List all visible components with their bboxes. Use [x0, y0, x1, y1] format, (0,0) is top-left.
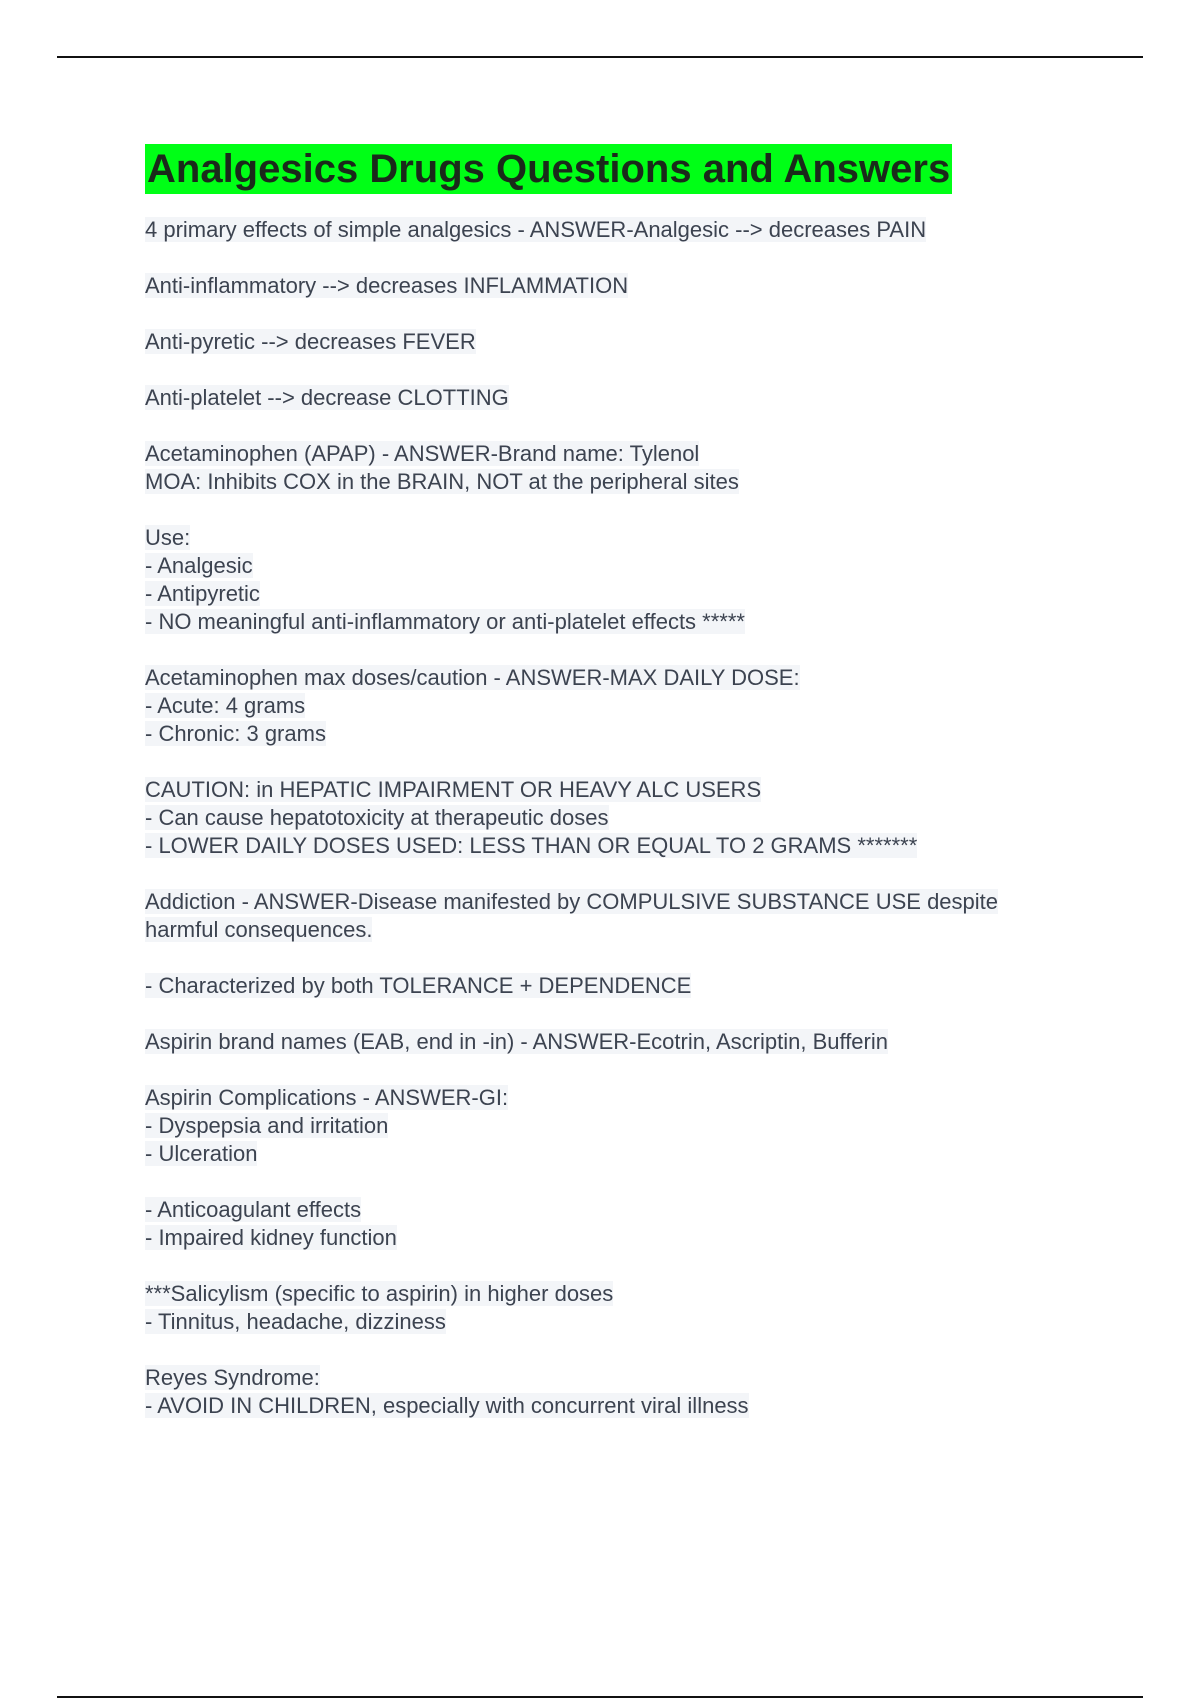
text-line	[145, 1112, 1105, 1140]
qa-paragraph	[145, 1028, 1105, 1056]
text-line-content: Anti-platelet --> decrease CLOTTING	[145, 385, 509, 410]
text-line	[145, 972, 1105, 1000]
text-line	[145, 804, 1105, 832]
text-line	[145, 440, 1105, 468]
text-line-content: MOA: Inhibits COX in the BRAIN, NOT at the peripheral sites	[145, 469, 739, 494]
text-line	[145, 1196, 1105, 1224]
text-line-content: Acetaminophen max doses/caution - ANSWER-MAX DAILY DOSE:	[145, 665, 800, 690]
document-body	[145, 144, 1105, 1448]
text-line-content: - AVOID IN CHILDREN, especially with concurrent viral illness	[145, 1393, 749, 1418]
text-line-content: - LOWER DAILY DOSES USED: LESS THAN OR EQUAL TO 2 GRAMS *******	[145, 833, 918, 858]
text-line	[145, 552, 1105, 580]
qa-paragraph	[145, 972, 1105, 1000]
text-line	[145, 1028, 1105, 1056]
text-line	[145, 216, 1105, 244]
text-line-content: - Acute: 4 grams	[145, 693, 306, 718]
text-line	[145, 580, 1105, 608]
qa-paragraph	[145, 440, 1105, 496]
text-line	[145, 468, 1105, 496]
text-line	[145, 1308, 1105, 1336]
text-line-content: - Chronic: 3 grams	[145, 721, 326, 746]
text-line-content: - Anticoagulant effects	[145, 1197, 362, 1222]
text-line-content: Anti-inflammatory --> decreases INFLAMMATION	[145, 273, 629, 298]
text-line-content: Anti-pyretic --> decreases FEVER	[145, 329, 476, 354]
qa-paragraph	[145, 1196, 1105, 1252]
text-line-content: Acetaminophen (APAP) - ANSWER-Brand name: Tylenol	[145, 441, 700, 466]
text-line	[145, 692, 1105, 720]
text-line	[145, 664, 1105, 692]
text-line-content: - Antipyretic	[145, 581, 260, 606]
qa-paragraph	[145, 776, 1105, 860]
text-line	[145, 888, 1105, 916]
text-line	[145, 608, 1105, 636]
text-line-content: - NO meaningful anti-inflammatory or anti-platelet effects *****	[145, 609, 745, 634]
text-line	[145, 1140, 1105, 1168]
text-line	[145, 524, 1105, 552]
text-line-content: Aspirin Complications - ANSWER-GI:	[145, 1085, 509, 1110]
text-line-content: Reyes Syndrome:	[145, 1365, 320, 1390]
text-line-content: - Dyspepsia and irritation	[145, 1113, 389, 1138]
text-line-content: harmful consequences.	[145, 917, 373, 942]
qa-paragraph	[145, 384, 1105, 412]
text-line-content: - Ulceration	[145, 1141, 258, 1166]
top-rule	[57, 56, 1143, 58]
text-line-content: 4 primary effects of simple analgesics - ANSWER-Analgesic --> decreases PAIN	[145, 217, 927, 242]
text-line-content: - Can cause hepatotoxicity at therapeutic doses	[145, 805, 609, 830]
text-line	[145, 832, 1105, 860]
text-line-content: - Tinnitus, headache, dizziness	[145, 1309, 446, 1334]
text-line	[145, 916, 1105, 944]
document-title: Analgesics Drugs Questions and Answers	[145, 144, 952, 194]
text-line	[145, 272, 1105, 300]
bottom-rule	[57, 1696, 1143, 1698]
qa-paragraph	[145, 1364, 1105, 1420]
text-line-content: ***Salicylism (specific to aspirin) in higher doses	[145, 1281, 614, 1306]
text-line-content: Aspirin brand names (EAB, end in -in) - ANSWER-Ecotrin, Ascriptin, Bufferin	[145, 1029, 888, 1054]
qa-paragraph	[145, 328, 1105, 356]
text-line	[145, 328, 1105, 356]
text-line	[145, 776, 1105, 804]
qa-paragraph	[145, 1280, 1105, 1336]
text-line-content: Addiction - ANSWER-Disease manifested by COMPULSIVE SUBSTANCE USE despite	[145, 889, 999, 914]
text-line-content: Use:	[145, 525, 191, 550]
qa-paragraph	[145, 524, 1105, 636]
text-line-content: - Analgesic	[145, 553, 253, 578]
text-line-content: - Characterized by both TOLERANCE + DEPENDENCE	[145, 973, 692, 998]
text-line	[145, 384, 1105, 412]
text-line	[145, 1364, 1105, 1392]
qa-paragraph	[145, 272, 1105, 300]
text-line-content: CAUTION: in HEPATIC IMPAIRMENT OR HEAVY ALC USERS	[145, 777, 762, 802]
qa-paragraph	[145, 216, 1105, 244]
qa-list	[145, 216, 1105, 1420]
qa-paragraph	[145, 888, 1105, 944]
text-line	[145, 1224, 1105, 1252]
qa-paragraph	[145, 664, 1105, 748]
text-line	[145, 1392, 1105, 1420]
qa-paragraph	[145, 1084, 1105, 1168]
text-line	[145, 1084, 1105, 1112]
text-line	[145, 1280, 1105, 1308]
text-line-content: - Impaired kidney function	[145, 1225, 397, 1250]
text-line	[145, 720, 1105, 748]
